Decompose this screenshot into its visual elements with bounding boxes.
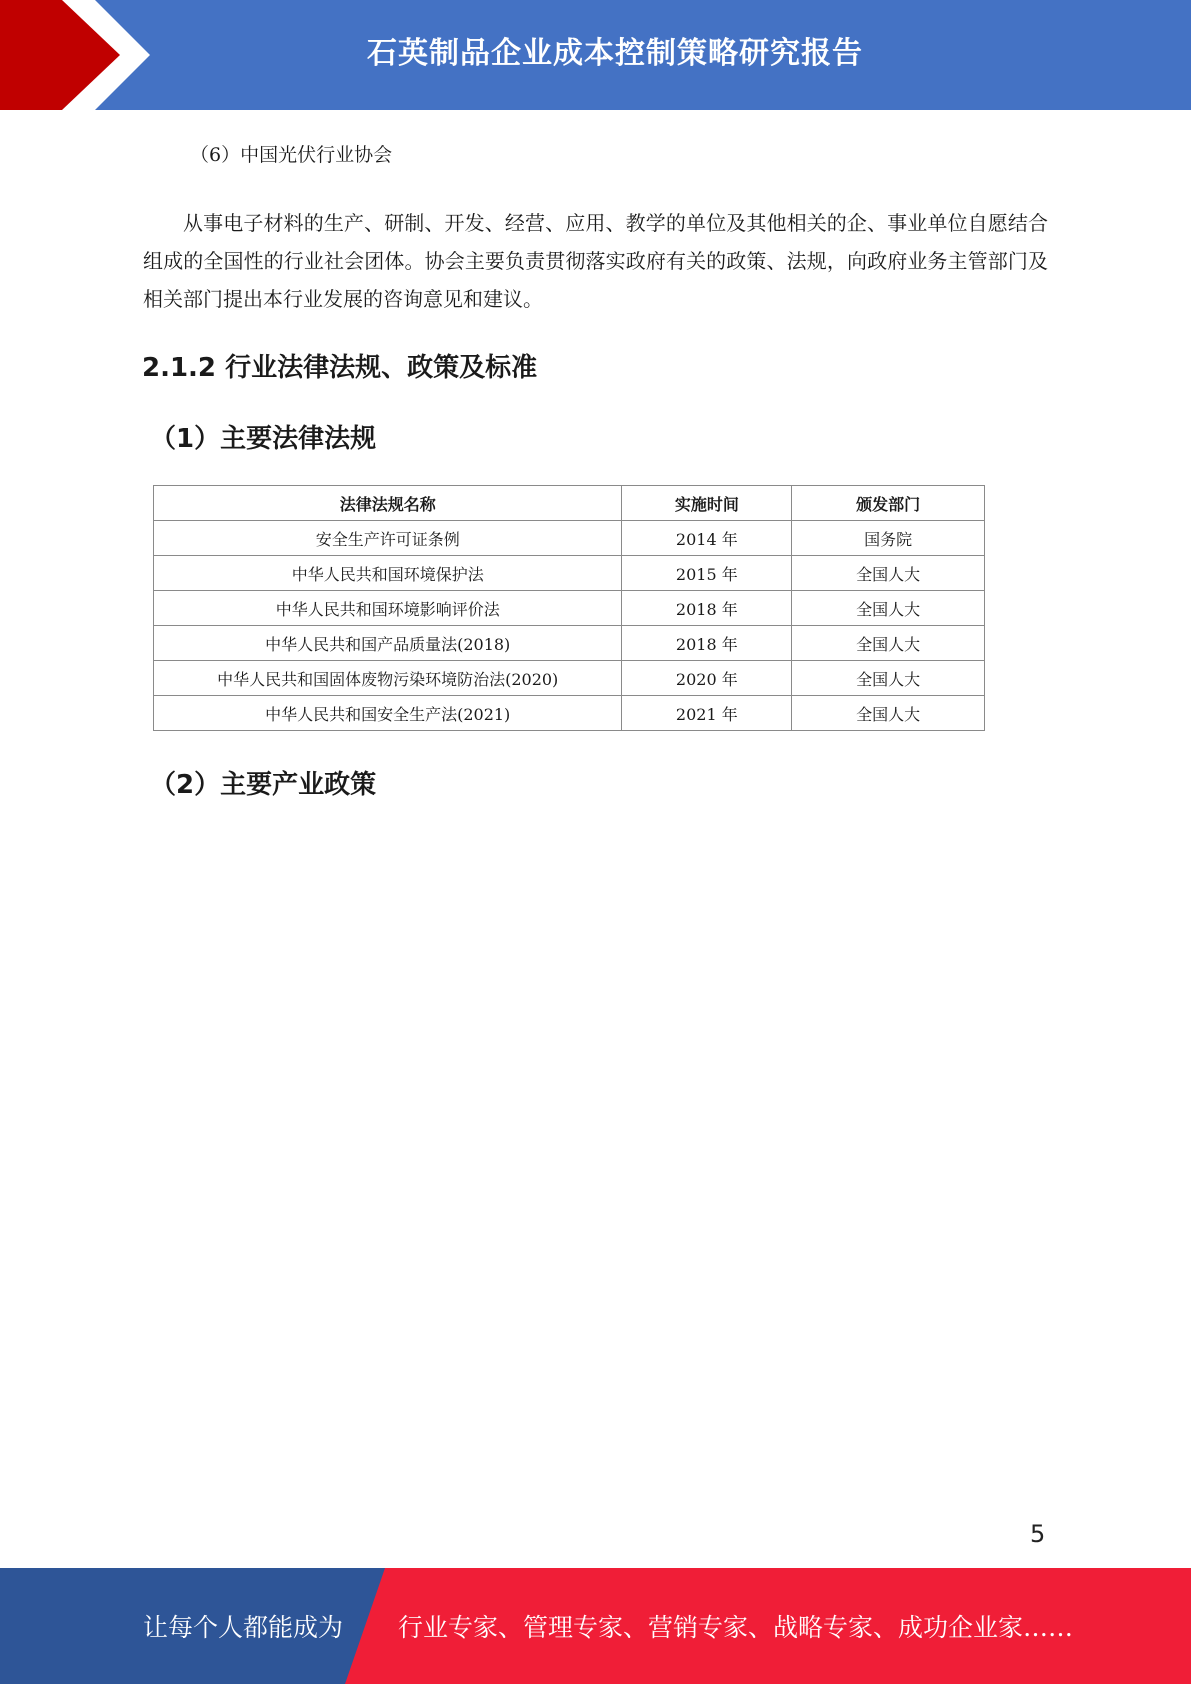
table-row <box>154 591 985 626</box>
law-name-cell: 中华人民共和国产品质量法(2018) <box>154 626 622 661</box>
table-row <box>154 556 985 591</box>
law-department-cell: 全国人大 <box>792 661 985 696</box>
table-row <box>154 521 985 556</box>
law-date-cell: 2018 年 <box>622 626 792 661</box>
footer-slogan-right: 行业专家、管理专家、营销专家、战略专家、成功企业家…… <box>398 1613 1074 1642</box>
footer-slogan-left: 让每个人都能成为 <box>143 1613 344 1642</box>
law-date-cell: 2018 年 <box>622 591 792 626</box>
table-header-row <box>154 486 985 521</box>
sub-heading-laws: （1）主要法律法规 <box>150 424 377 454</box>
table-row <box>154 661 985 696</box>
body-paragraph: 从事电子材料的生产、研制、开发、经营、应用、教学的单位及其他相关的企、事业单位自愿结合组成的全国性的行业社会团体。协会主要负责贯彻落实政府有关的政策、法规，向政府业务主管部门及相关部门提出本行业发展的咨询意见和建议。 <box>143 211 1048 311</box>
law-date-cell: 2014 年 <box>622 521 792 556</box>
table-row <box>154 696 985 731</box>
law-date-cell: 2021 年 <box>622 696 792 731</box>
page-number: 5 <box>1030 1520 1046 1548</box>
item-heading: （6）中国光伏行业协会 <box>190 144 393 166</box>
column-header-department: 颁发部门 <box>792 486 985 521</box>
law-department-cell: 全国人大 <box>792 626 985 661</box>
law-name-cell: 中华人民共和国环境保护法 <box>154 556 622 591</box>
law-department-cell: 全国人大 <box>792 696 985 731</box>
column-header-date: 实施时间 <box>622 486 792 521</box>
law-name-cell: 安全生产许可证条例 <box>154 521 622 556</box>
laws-table <box>153 485 985 731</box>
page-footer <box>0 1568 1191 1684</box>
section-heading: 2.1.2 行业法律法规、政策及标准 <box>142 353 538 383</box>
law-date-cell: 2015 年 <box>622 556 792 591</box>
sub-heading-policies: （2）主要产业政策 <box>150 770 377 800</box>
report-title: 石英制品企业成本控制策略研究报告 <box>367 36 863 71</box>
law-date-cell: 2020 年 <box>622 661 792 696</box>
column-header-name: 法律法规名称 <box>154 486 622 521</box>
law-name-cell: 中华人民共和国安全生产法(2021) <box>154 696 622 731</box>
law-department-cell: 国务院 <box>792 521 985 556</box>
table-row <box>154 626 985 661</box>
law-department-cell: 全国人大 <box>792 591 985 626</box>
law-department-cell: 全国人大 <box>792 556 985 591</box>
law-name-cell: 中华人民共和国环境影响评价法 <box>154 591 622 626</box>
page-header <box>0 0 1191 110</box>
law-name-cell: 中华人民共和国固体废物污染环境防治法(2020) <box>154 661 622 696</box>
